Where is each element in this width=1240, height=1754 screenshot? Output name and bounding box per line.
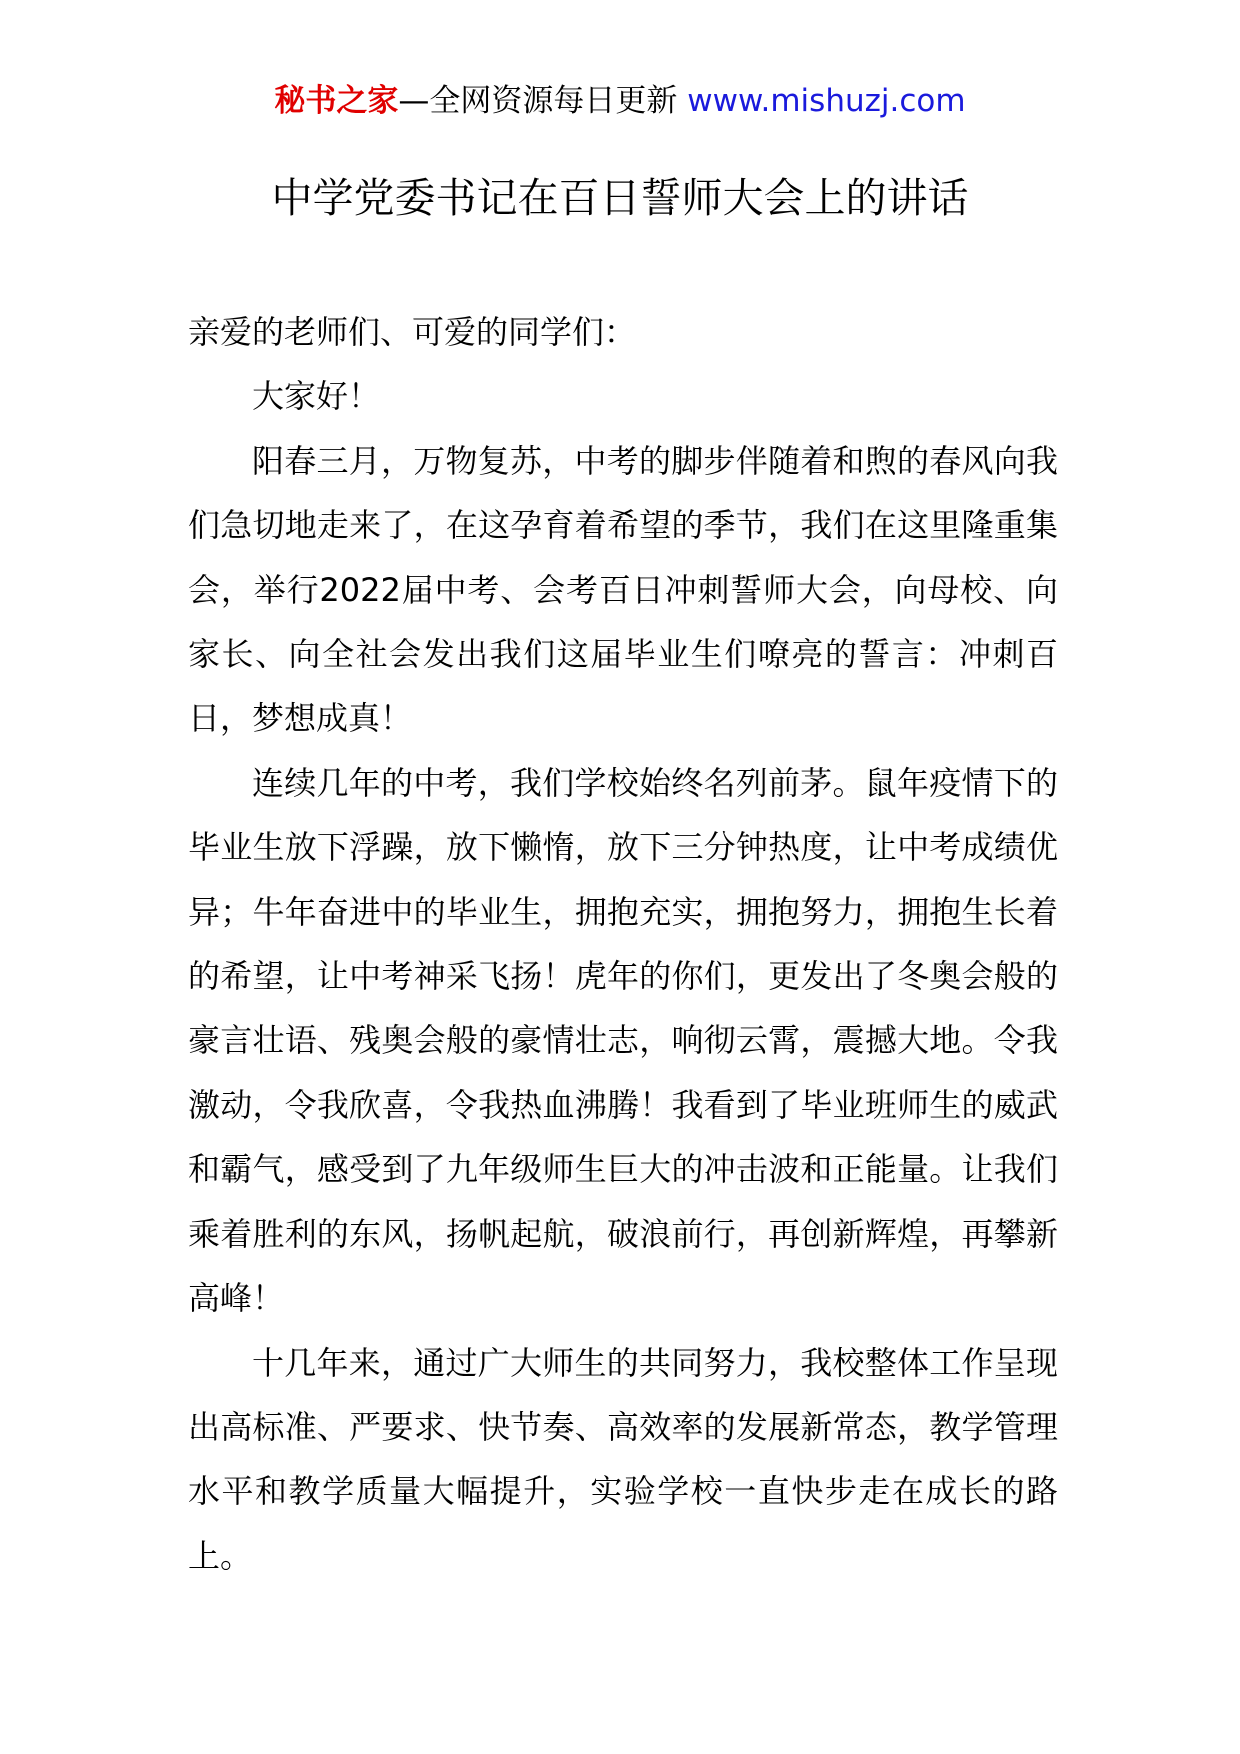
paragraph: 阳春三月，万物复苏，中考的脚步伴随着和煦的春风向我们急切地走来了，在这孕育着希望的季节，我们在这里隆重集会，举行2022届中考、会考百日冲刺誓师大会，向母校、向家长、向全社会发出我们这届毕业生们嘹亮的誓言：冲刺百日，梦想成真！ bbox=[188, 441, 1058, 738]
document-body bbox=[188, 300, 1058, 1588]
site-header bbox=[0, 79, 1240, 123]
paragraph: 十几年来，通过广大师生的共同努力，我校整体工作呈现出高标准、严要求、快节奏、高效率的发展新常态，教学管理水平和教学质量大幅提升，实验学校一直快步走在成长的路上。 bbox=[188, 1343, 1058, 1575]
document-title: 中学党委书记在百日誓师大会上的讲话 bbox=[271, 174, 969, 222]
paragraph: 大家好！ bbox=[252, 377, 381, 416]
brand-name: 秘书之家 bbox=[274, 83, 399, 119]
header-tagline: —全网资源每日更新 bbox=[398, 83, 688, 119]
paragraph: 连续几年的中考，我们学校始终名列前茅。鼠年疫情下的毕业生放下浮躁，放下懒惰，放下三分钟热度，让中考成绩优异；牛年奋进中的毕业生，拥抱充实，拥抱努力，拥抱生长着的希望，让中考神采飞扬！虎年的你们，更发出了冬奥会般的豪言壮语、残奥会般的豪情壮志，响彻云霄，震撼大地。令我激动，令我欣喜，令我热血沸腾！我看到了毕业班师生的威武和霸气，感受到了九年级师生巨大的冲击波和正能量。让我们乘着胜利的东风，扬帆起航，破浪前行，再创新辉煌，再攀新高峰！ bbox=[188, 763, 1058, 1318]
site-link[interactable]: www.mishuzj.com bbox=[687, 83, 966, 119]
salutation: 亲爱的老师们、可爱的同学们： bbox=[188, 313, 637, 351]
